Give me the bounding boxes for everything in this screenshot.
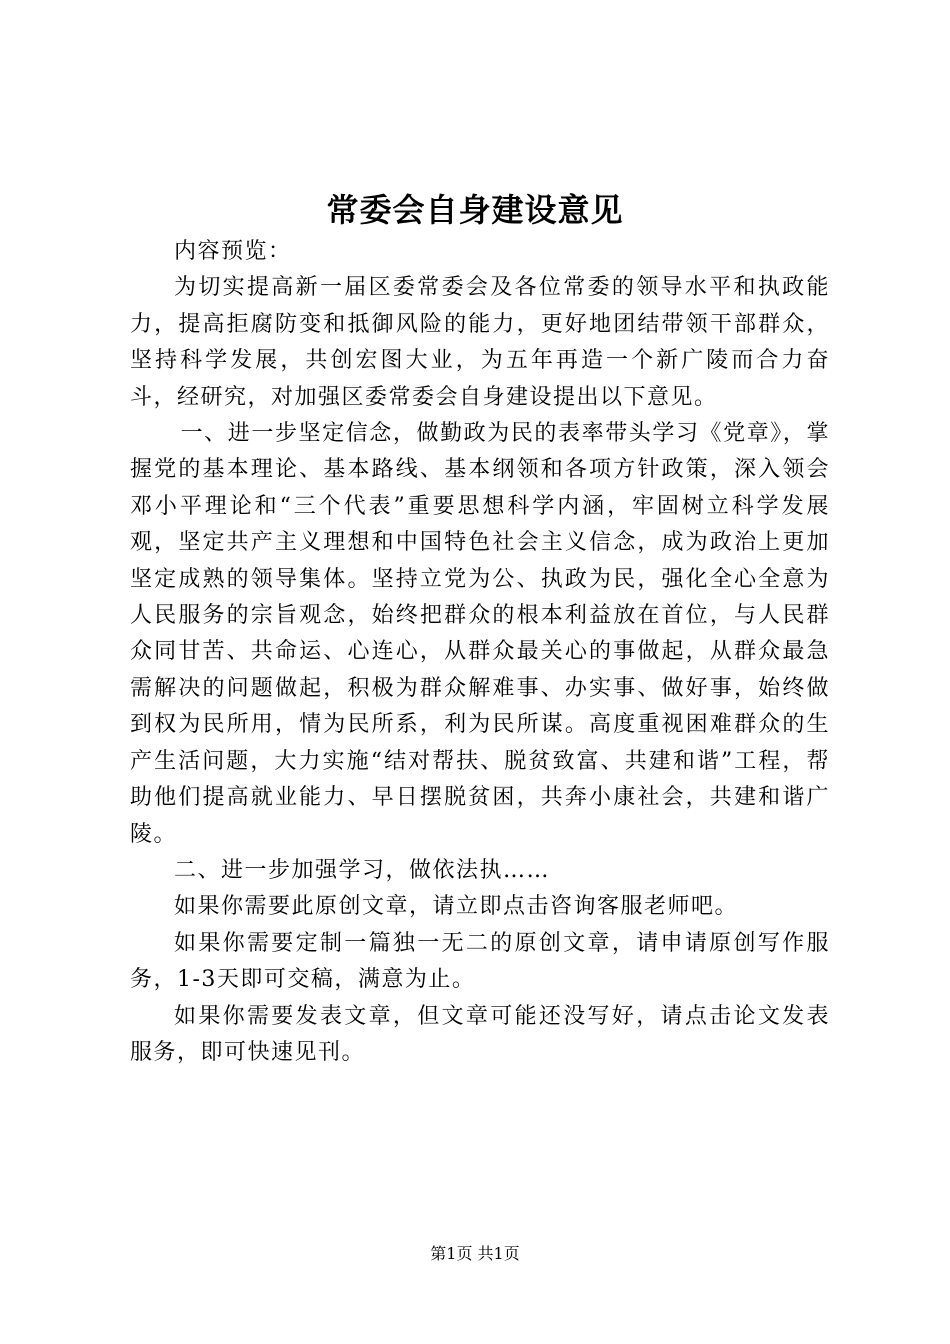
section-two-paragraph: 二、进一步加强学习，做依法执…… bbox=[174, 857, 551, 883]
document-body bbox=[130, 234, 830, 1071]
publishing-service-paragraph: 如果你需要发表文章，但文章可能还没写好，请点击论文发表服务，即可快速见刊。 bbox=[130, 1003, 830, 1065]
preview-label: 内容预览： bbox=[174, 239, 292, 264]
page-number-footer: 第1页 共1页 bbox=[430, 1244, 520, 1263]
intro-paragraph: 为切实提高新一届区委常委会及各位常委的领导水平和执政能力，提高拒腐防变和抵御风险的能力，更好地团结带领干部群众，坚持科学发展，共创宏图大业，为五年再造一个新广陵而合力奋斗，经研究，对加强区委常委会自身建设提出以下意见。 bbox=[130, 275, 830, 410]
document-title: 常委会自身建设意见 bbox=[326, 191, 624, 229]
section-one-paragraph: 一、进一步坚定信念，做勤政为民的表率带头学习《党章》，掌握党的基本理论、基本路线、基本纲领和各项方针政策，深入领会邓小平理论和“三个代表”重要思想科学内涵，牢固树立科学发展观，坚定共产主义理想和中国特色社会主义信念，成为政治上更加坚定成熟的领导集体。坚持立党为公、执政为民，强化全心全意为人民服务的宗旨观念，始终把群众的根本利益放在首位，与人民群众同甘苦、共命运、心连心，从群众最关心的事做起，从群众最急需解决的问题做起，积极为群众解难事、办实事、做好事，始终做到权为民所用，情为民所系，利为民所谋。高度重视困难群众的生产生活问题，大力实施“结对帮扶、脱贫致富、共建和谐”工程，帮助他们提高就业能力、早日摆脱贫困，共奔小康社会，共建和谐广陵。 bbox=[130, 421, 830, 847]
custom-writing-paragraph: 如果你需要定制一篇独一无二的原创文章，请申请原创写作服务，1-3天即可交稿，满意为止。 bbox=[130, 930, 830, 993]
consult-service-paragraph: 如果你需要此原创文章，请立即点击咨询客服老师吧。 bbox=[174, 894, 739, 920]
